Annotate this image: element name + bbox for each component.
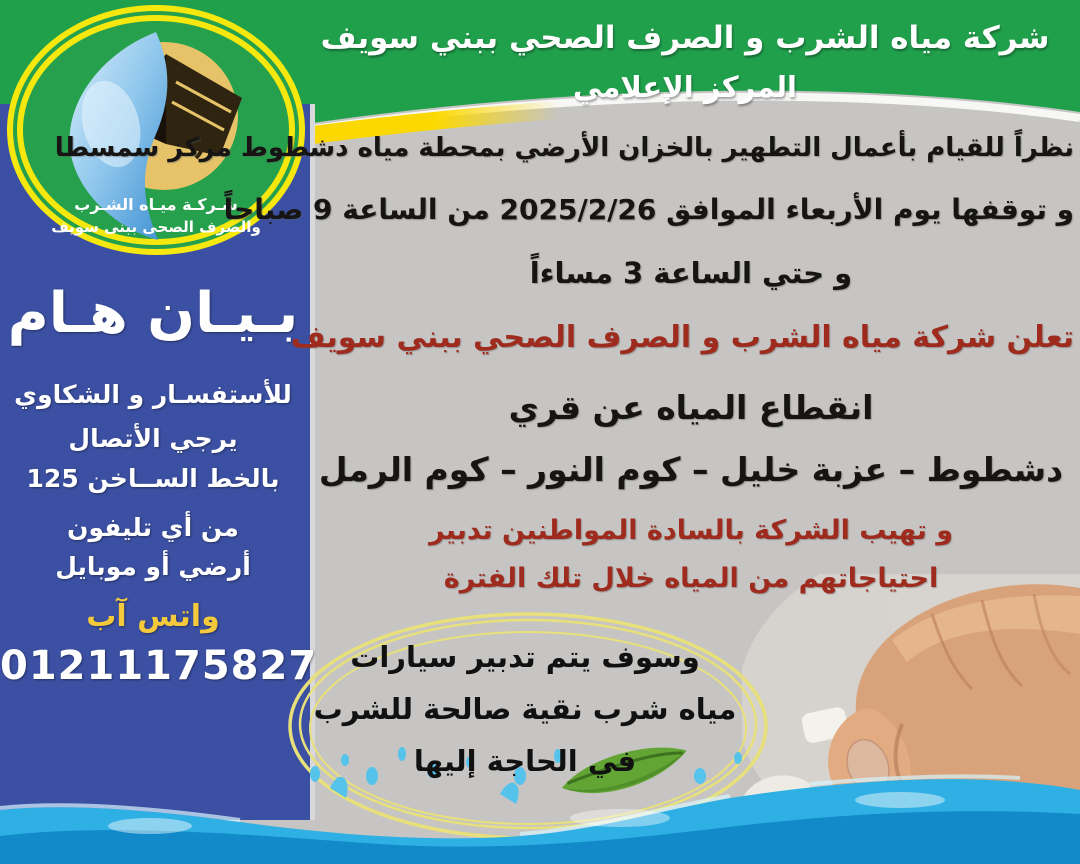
logo-text-2: والصرف الصحى ببنى سويف [51, 218, 261, 236]
announcement-villages: دشطوط – عزبة خليل – كوم النور – كوم الرمل [318, 450, 1064, 489]
announcement-company-line: تعلن شركة مياه الشرب و الصرف الصحي ببني سويف [290, 320, 1074, 355]
oval-note-line3: في الحاجة إليها [413, 744, 637, 778]
sidebar-hotline: بالخط الســاخن 125 [26, 464, 280, 493]
sidebar-phone-type1: من أي تليفون [67, 513, 239, 542]
announcement-reason-2: و توقفها يوم الأربعاء الموافق 2025/2/26 من الساعة 9 صباحاً [223, 193, 1074, 226]
whatsapp-label: واتس آب [86, 599, 220, 634]
announcement-reason-1: نظراً للقيام بأعمال التطهير بالخزان الأرضي بمحطة مياه دشطوط مركز سمسطا [54, 133, 1074, 163]
logo-text-1: شـركـة ميـاه الشـرب [74, 195, 238, 214]
header-company-name: شركة مياه الشرب و الصرف الصحي ببني سويف [320, 20, 1050, 56]
sidebar-phone-type2: أرضي أو موبايل [55, 552, 251, 581]
announcement-outage-title: انقطاع المياه عن قري [508, 388, 874, 427]
announcement-advice-1: و تهيب الشركة بالسادة المواطنين تدبير [428, 515, 954, 546]
header-media-center: المركز الإعلامي [573, 70, 797, 104]
announcement-reason-3: و حتي الساعة 3 مساءاً [529, 256, 853, 290]
whatsapp-number: 01211175827 [0, 643, 318, 689]
sidebar-inquiry-line1: للأستفسـار و الشكاوي [14, 380, 292, 409]
announcement-advice-2: احتياجاتهم من المياه خلال تلك الفترة [443, 563, 939, 594]
sidebar-title: بـيـان هـام [7, 281, 299, 346]
oval-note-line1: وسوف يتم تدبير سيارات [350, 640, 700, 674]
sidebar-inquiry-line2: يرجي الأتصال [68, 424, 238, 453]
oval-note-line2: مياه شرب نقية صالحة للشرب [313, 692, 737, 726]
